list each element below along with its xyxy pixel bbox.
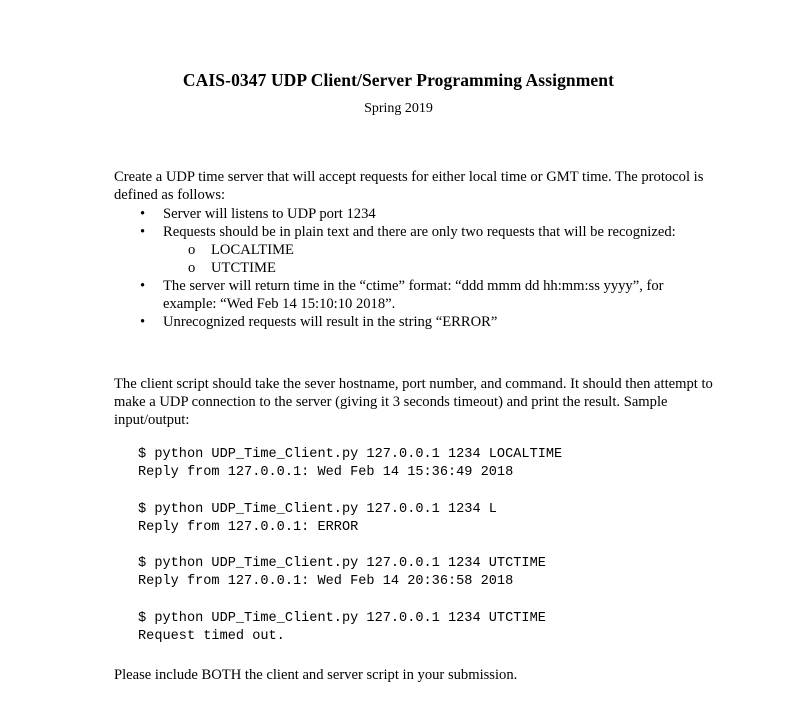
code-example: [138, 501, 497, 537]
code-output: Reply from 127.0.0.1: Wed Feb 14 20:36:58 2018: [138, 574, 514, 589]
document-title: CAIS-0347 UDP Client/Server Programming Assignment: [182, 70, 615, 90]
circle-bullet-icon: o: [188, 242, 196, 258]
bullet-text: Server will listens to UDP port 1234: [163, 206, 376, 222]
code-example: [138, 555, 546, 591]
bullet-icon: •: [140, 206, 146, 222]
code-output: Request timed out.: [138, 629, 285, 644]
code-command: $ python UDP_Time_Client.py 127.0.0.1 1234 L: [138, 502, 497, 517]
bullet-text: Requests should be in plain text and there are only two requests that will be recognized:: [163, 224, 676, 240]
bullet-icon: •: [140, 224, 146, 240]
document-subtitle: Spring 2019: [364, 101, 433, 116]
code-example: [138, 610, 546, 646]
code-command: $ python UDP_Time_Client.py 127.0.0.1 1234 LOCALTIME: [138, 447, 563, 462]
sub-bullet-item: [163, 259, 698, 277]
client-paragraph: The client script should take the sever hostname, port number, and command. It should then attempt to make a UDP connection to the server (giving it 3 seconds timeout) and print the result. Sample input/output:: [114, 376, 713, 428]
bullet-item: [138, 313, 698, 331]
bullet-item: [138, 205, 698, 223]
code-command: $ python UDP_Time_Client.py 127.0.0.1 1234 UTCTIME: [138, 556, 546, 571]
intro-paragraph: Create a UDP time server that will accept requests for either local time or GMT time. The protocol is defined as follows:: [114, 169, 704, 203]
bullet-icon: •: [140, 314, 146, 330]
footer-note: Please include BOTH the client and server script in your submission.: [114, 667, 518, 683]
code-example: [138, 446, 562, 482]
sub-bullet-list: [163, 241, 698, 277]
bullet-item: [138, 223, 698, 277]
sub-bullet-item: [163, 241, 698, 259]
circle-bullet-icon: o: [188, 260, 196, 276]
code-command: $ python UDP_Time_Client.py 127.0.0.1 1234 UTCTIME: [138, 611, 546, 626]
bullet-text: The server will return time in the “ctime” format: “ddd mmm dd hh:mm:ss yyyy”, for example: “Wed Feb 14 15:10:10 2018”.: [163, 278, 664, 312]
bullet-text: Unrecognized requests will result in the string “ERROR”: [163, 314, 498, 330]
code-output: Reply from 127.0.0.1: ERROR: [138, 520, 359, 535]
protocol-bullet-list: [138, 205, 698, 331]
bullet-item: [138, 277, 698, 313]
bullet-icon: •: [140, 278, 146, 294]
code-output: Reply from 127.0.0.1: Wed Feb 14 15:36:49 2018: [138, 465, 514, 480]
sub-bullet-text: LOCALTIME: [211, 242, 294, 258]
sub-bullet-text: UTCTIME: [211, 260, 276, 276]
